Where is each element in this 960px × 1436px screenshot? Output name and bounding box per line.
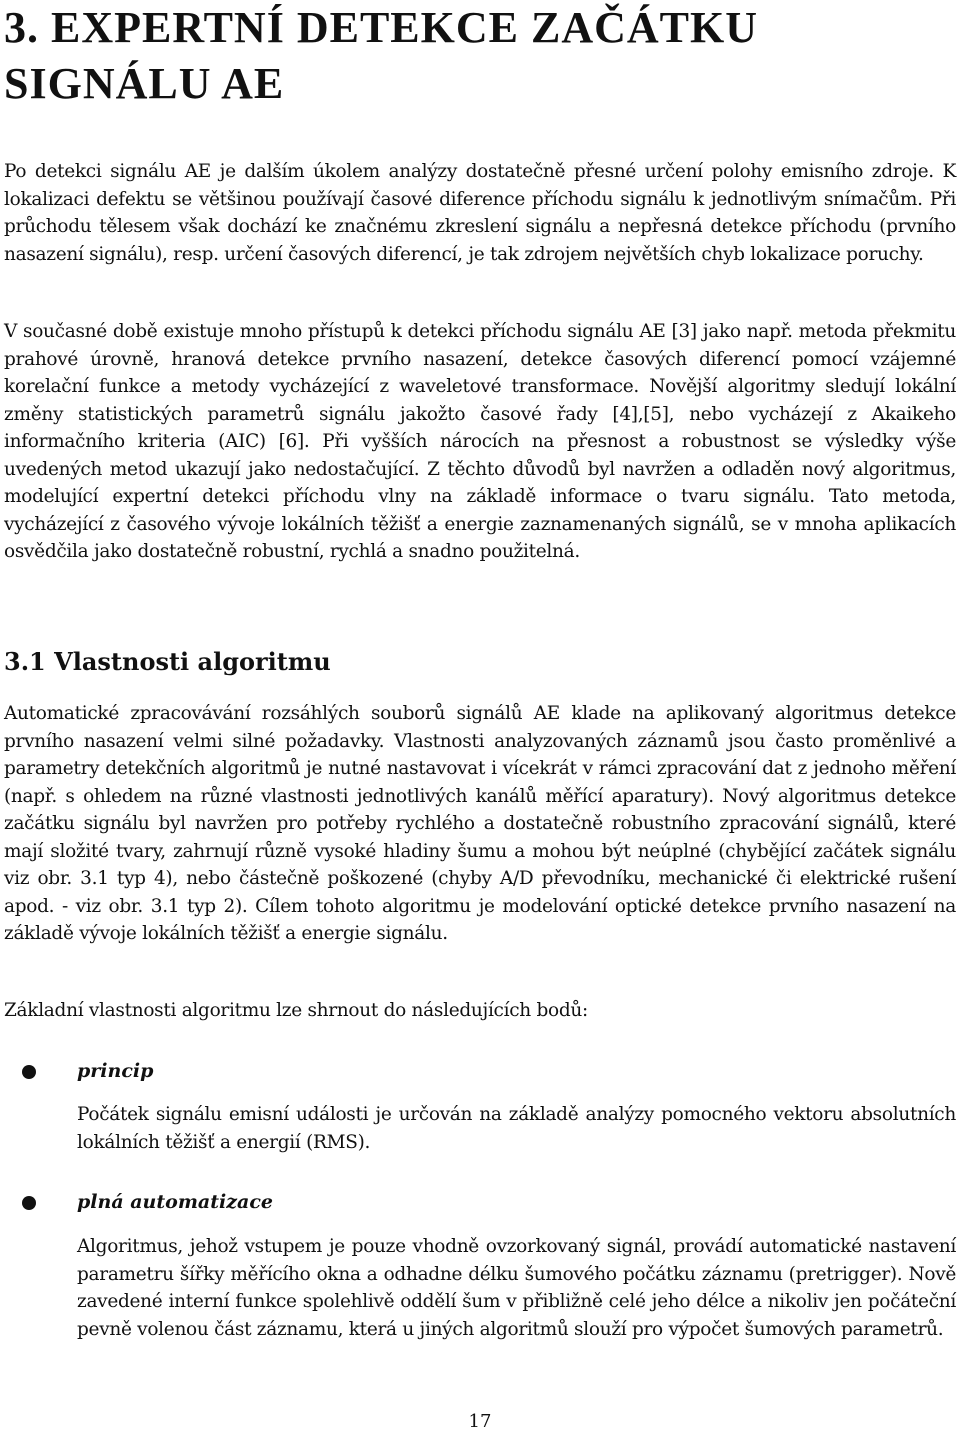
section-title: 3.1 Vlastnosti algoritmu	[4, 647, 331, 676]
bullet-term-automation: plná automatizace	[77, 1191, 273, 1213]
bullet-dot-icon	[22, 1065, 36, 1079]
page-number: 17	[468, 1411, 492, 1432]
bullet-body-automation: Algoritmus, jehož vstupem je pouze vhodně ovzorkovaný signál, provádí automatické nastavení parametru šířky měřícího okna a odhadne délku šumového počátku záznamu (pretrigger). Nově zavedené interní funkce spolehlivě oddělí šum v přibližně celé jeho délce a nikoliv jen počáteční pevně volenou část záznamu, která u jiných algoritmů slouží pro výpočet šumových parametrů.	[77, 1236, 956, 1340]
section-paragraph-2: Základní vlastnosti algoritmu lze shrnout do následujících bodů:	[4, 1000, 588, 1021]
intro-paragraph-1: Po detekci signálu AE je dalším úkolem analýzy dostatečně přesné určení polohy emisního zdroje. K lokalizaci defektu se většinou používají časové diference příchodu signálu k jednotlivým snímačům. Při průchodu tělesem však dochází ke značnému zkreslení signálu a nepřesná detekce příchodu (prvního nasazení signálu), resp. určení časových diferencí, je tak zdrojem největších chyb lokalizace poruchy.	[4, 161, 956, 265]
bullet-dot-icon	[22, 1196, 36, 1210]
section-paragraph-1: Automatické zpracovávání rozsáhlých souborů signálů AE klade na aplikovaný algoritmus detekce prvního nasazení velmi silné požadavky. Vlastnosti analyzovaných záznamů jsou často proměnlivé a parametry detekčních algoritmů je nutné nastavovat i vícekrát v rámci zpracování dat z jednoho měření (např. s ohledem na různé vlastnosti jednotlivých kanálů měřící aparatury). Nový algoritmus detekce začátku signálu byl navržen pro potřeby rychlého a dostatečně robustního zpracování signálů, které mají složité tvary, zahrnují různě vysoké hladiny šumu a mohou být neúplné (chybějící začátek signálu viz obr. 3.1 typ 4), nebo částečně poškozené (chyby A/D převodníku, mechanické či elektrické rušení apod. - viz obr. 3.1 typ 2). Cílem tohoto algoritmu je modelování optické detekce prvního nasazení na základě vývoje lokálních těžišť a energie signálu.	[4, 703, 956, 944]
bullet-term-principle: princip	[77, 1060, 154, 1082]
intro-paragraph-2: V současné době existuje mnoho přístupů k detekci příchodu signálu AE [3] jako např. metoda překmitu prahové úrovně, hranová detekce prvního nasazení, detekce časových diferencí pomocí vzájemné korelační funkce a metody vycházející z waveletové transformace. Novější algoritmy sledují lokální změny statistických parametrů signálu jakožto časové řady [4],[5], nebo vycházejí z Akaikeho informačního kriteria (AIC) [6]. Při vyšších nárocích na přesnost a robustnost se výsledky výše uvedených metod ukazují jako nedostačující. Z těchto důvodů byl navržen a odladěn nový algoritmus, modelující expertní detekci příchodu vlny na základě informace o tvaru signálu. Tato metoda, vycházející z časového vývoje lokálních těžišť a energie zaznamenaných signálů, se v mnoha aplikacích osvědčila jako dostatečně robustní, rychlá a snadno použitelná.	[4, 321, 956, 562]
bullet-body-principle: Počátek signálu emisní události je určován na základě analýzy pomocného vektoru absolutních lokálních těžišť a energií (RMS).	[77, 1104, 956, 1153]
chapter-title: 3. EXPERTNÍ DETEKCE ZAČÁTKU SIGNÁLU AE	[4, 3, 759, 108]
